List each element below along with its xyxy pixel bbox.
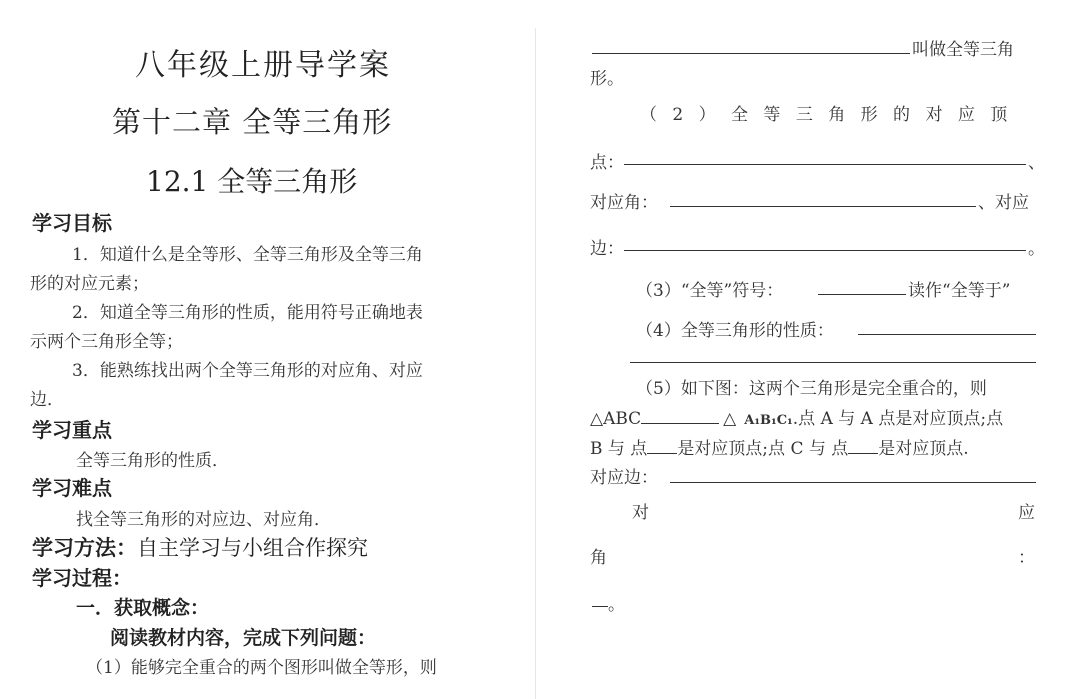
vertex-c-end: 是对应顶点. — [878, 439, 969, 459]
triangle-a1b1c1: A₁B₁C₁ — [744, 413, 793, 428]
chapter-title: 第十二章 全等三角形 — [112, 105, 393, 139]
question-3-label: （3）“全等”符号： — [636, 281, 784, 301]
method-text: 自主学习与小组合作探究 — [137, 536, 368, 560]
vertex-label: 点： — [590, 153, 624, 173]
vertex-b-text: B 与 点 — [590, 439, 648, 459]
triangle-line — [590, 404, 1003, 429]
goal-2-line-2: 示两个三角形全等； — [30, 332, 183, 352]
side-label: 边： — [590, 239, 624, 259]
goal-3-line-2: 边． — [30, 390, 64, 410]
question-3-read: 读作“全等于” — [908, 281, 1011, 301]
vertex-c-text: 是对应顶点;点 C 与 点 — [677, 439, 849, 459]
vertex-a-text: .点 A 与 A 点是对应顶点;点 — [792, 409, 1004, 429]
vertex-b-blank[interactable] — [647, 435, 677, 454]
goal-1-line-1: 1．知道什么是全等形、全等三角形及全等三角 — [72, 245, 423, 265]
question-5: （5）如下图：这两个三角形是完全重合的，则 — [636, 379, 987, 399]
property-blank-2[interactable] — [630, 362, 1036, 363]
question-1: （1）能够完全重合的两个图形叫做全等形，则 — [86, 658, 437, 678]
fill-blank-1[interactable] — [592, 53, 910, 54]
goal-3-line-1: 3．能熟练找出两个全等三角形的对应角、对应 — [72, 361, 423, 381]
angle2-period: 。 — [608, 595, 625, 615]
angle2-char-ying: 应 — [1018, 503, 1035, 523]
vertex-comma: 、 — [1028, 153, 1045, 173]
angle2-colon: ： — [1018, 548, 1035, 568]
angle2-char-dui: 对 — [632, 503, 649, 523]
property-blank-1[interactable] — [858, 334, 1036, 335]
goals-heading: 学习目标 — [32, 211, 112, 235]
side-blank[interactable] — [624, 250, 1026, 251]
process-heading: 学习过程： — [32, 566, 132, 590]
vertex-c-blank[interactable] — [848, 435, 878, 454]
method-line — [32, 532, 368, 562]
goal-1-line-2: 形的对应元素； — [30, 274, 149, 294]
goal-2-line-1: 2．知道全等三角形的性质，能用符号正确地表 — [72, 303, 423, 323]
symbol-blank[interactable] — [818, 294, 906, 295]
side2-blank[interactable] — [670, 482, 1036, 483]
section-title: 12.1 全等三角形 — [146, 165, 358, 198]
reading-instruction: 阅读教材内容，完成下列问题： — [110, 627, 377, 649]
vertex-b-c-line — [590, 434, 969, 459]
side-period: 。 — [1028, 239, 1045, 259]
vertex-blank[interactable] — [624, 164, 1026, 165]
triangle-abc: △ABC — [590, 409, 642, 429]
angle2-char-jiao: 角 — [590, 548, 607, 568]
column-divider — [535, 28, 536, 699]
difficulty-text: 找全等三角形的对应边、对应角． — [76, 510, 331, 530]
question-4: （4）全等三角形的性质： — [636, 321, 834, 341]
key-points-heading: 学习重点 — [32, 418, 112, 442]
congruence-blank[interactable] — [641, 405, 719, 424]
question-2: （ 2 ） 全 等 三 角 形 的 对 应 顶 — [640, 105, 1013, 125]
side2-label: 对应边： — [590, 468, 658, 488]
q1-continuation: 叫做全等三角 — [912, 40, 1014, 60]
key-points-text: 全等三角形的性质． — [76, 451, 229, 471]
angle-end: 、对应 — [978, 193, 1029, 213]
document-title: 八年级上册导学案 — [135, 48, 391, 83]
angle2-blank[interactable] — [592, 606, 608, 607]
part-1-heading: 一．获取概念： — [76, 597, 210, 619]
triangle-symbol: △ — [723, 409, 737, 429]
difficulty-heading: 学习难点 — [32, 476, 112, 500]
angle-label: 对应角： — [590, 193, 658, 213]
method-label: 学习方法： — [32, 535, 137, 560]
angle-blank[interactable] — [670, 206, 976, 207]
q1-end: 形。 — [590, 69, 624, 89]
